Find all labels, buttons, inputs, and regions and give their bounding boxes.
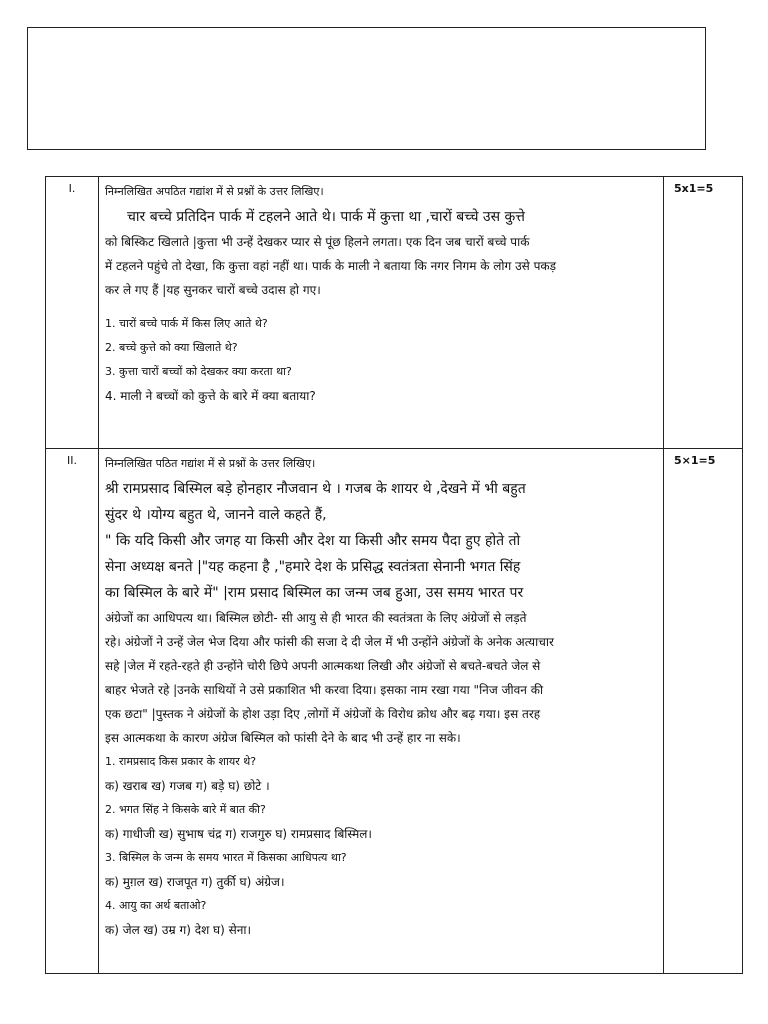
question-marks: 5x1=5 (664, 177, 743, 449)
passage-line: सहे |जेल में रहते-रहते ही उन्होंने चोरी छिपे अपनी आत्मकथा लिखी और अंग्रेजों से बचते-बचते जेल से (105, 659, 541, 673)
question-table (45, 176, 743, 974)
passage-line: सुंदर थे ।योग्य बहुत थे, जानने वाले कहते हैं, (105, 507, 327, 523)
question-body (99, 177, 664, 449)
question-row-1 (46, 177, 743, 449)
question-row-2 (46, 449, 743, 974)
passage-line: बाहर भेजते रहे |उनके साथियों ने उसे प्रकाशित भी करवा दिया। इसका नाम रखा गया "निज जीवन की (105, 683, 544, 697)
mcq-options: क) जेल ख) उम्र ग) देश घ) सेना। (105, 923, 252, 937)
question-instruction: निम्नलिखित अपठित गद्यांश में से प्रश्नों के उत्तर लिखिए। (105, 185, 324, 198)
sub-question: 1. चारों बच्चे पार्क में किस लिए आते थे? (105, 317, 268, 330)
mcq-options: क) गाधीजी ख) सुभाष चंद्र ग) राजगुरु घ) रामप्रसाद बिस्मिल। (105, 827, 372, 841)
mcq-question: 1. रामप्रसाद किस प्रकार के शायर थे? (105, 755, 257, 768)
passage-line: इस आत्मकथा के कारण अंग्रेज बिस्मिल को फांसी देने के बाद भी उन्हें हार ना सके। (105, 731, 461, 745)
question-number: II. (46, 449, 99, 974)
mcq-options: क) खराब ख) गजब ग) बड़े घ) छोटे । (105, 779, 270, 793)
passage-line: चार बच्चे प्रतिदिन पार्क में टहलने आते थे। पार्क में कुत्ता था ,चारों बच्चे उस कुत्ते (127, 209, 525, 225)
passage-line: अंग्रेजों का आधिपत्य था। बिस्मिल छोटी- सी आयु से ही भारत की स्वतंत्रता के लिए अंग्रेजों से लड़ते (105, 611, 527, 625)
passage-line: में टहलने पहुंचे तो देखा, कि कुत्ता वहां नहीं था। पार्क के माली ने बताया कि नगर निगम के लोग उसे पकड़ (105, 259, 557, 273)
passage-line: एक छटा" |पुस्तक ने अंग्रेजों के होश उड़ा दिए ,लोगों में अंग्रेजों के विरोध क्रोध और बढ़ गया। इस तरह (105, 707, 541, 721)
passage-line: श्री रामप्रसाद बिस्मिल बड़े होनहार नौजवान थे । गजब के शायर थे ,देखने में भी बहुत (105, 481, 526, 497)
sub-question: 4. माली ने बच्चों को कुत्ते के बारे में क्या बताया? (105, 389, 316, 403)
mcq-options: क) मुग़ल ख) राजपूत ग) तुर्की घ) अंग्रेज। (105, 875, 285, 889)
sub-question: 2. बच्चे कुत्ते को क्या खिलाते थे? (105, 341, 238, 354)
mcq-question: 4. आयु का अर्थ बताओ? (105, 899, 207, 912)
mcq-question: 2. भगत सिंह ने किसके बारे में बात की? (105, 803, 266, 816)
question-instruction: निम्नलिखित पठित गद्यांश में से प्रश्नों के उत्तर लिखिए। (105, 457, 316, 470)
passage-line: रहे। अंग्रेजों ने उन्हें जेल भेज दिया और फांसी की सजा दे दी जेल में भी उन्होंने अंग्रेजों के अनेक अत्याचार (105, 635, 554, 649)
passage-line: कर ले गए हैं |यह सुनकर चारों बच्चे उदास हो गए। (105, 283, 321, 297)
question-marks: 5×1=5 (664, 449, 743, 974)
question-body (99, 449, 664, 974)
question-number: I. (46, 177, 99, 449)
passage-line: " कि यदि किसी और जगह या किसी और देश या किसी और समय पैदा हुए होते तो (105, 533, 521, 549)
header-blank-box (27, 27, 706, 150)
mcq-question: 3. बिस्मिल के जन्म के समय भारत में किसका आधिपत्य था? (105, 851, 347, 864)
passage-line: सेना अध्यक्ष बनते |"यह कहना है ,"हमारे देश के प्रसिद्ध स्वतंत्रता सेनानी भगत सिंह (105, 559, 521, 575)
sub-question: 3. कुत्ता चारों बच्चों को देखकर क्या करता था? (105, 365, 292, 378)
passage-line: को बिस्किट खिलाते |कुत्ता भी उन्हें देखकर प्यार से पूंछ हिलने लगता। एक दिन जब चारों बच्चे पार्क (105, 235, 530, 249)
passage-line: का बिस्मिल के बारे में" |राम प्रसाद बिस्मिल का जन्म जब हुआ, उस समय भारत पर (105, 585, 524, 601)
